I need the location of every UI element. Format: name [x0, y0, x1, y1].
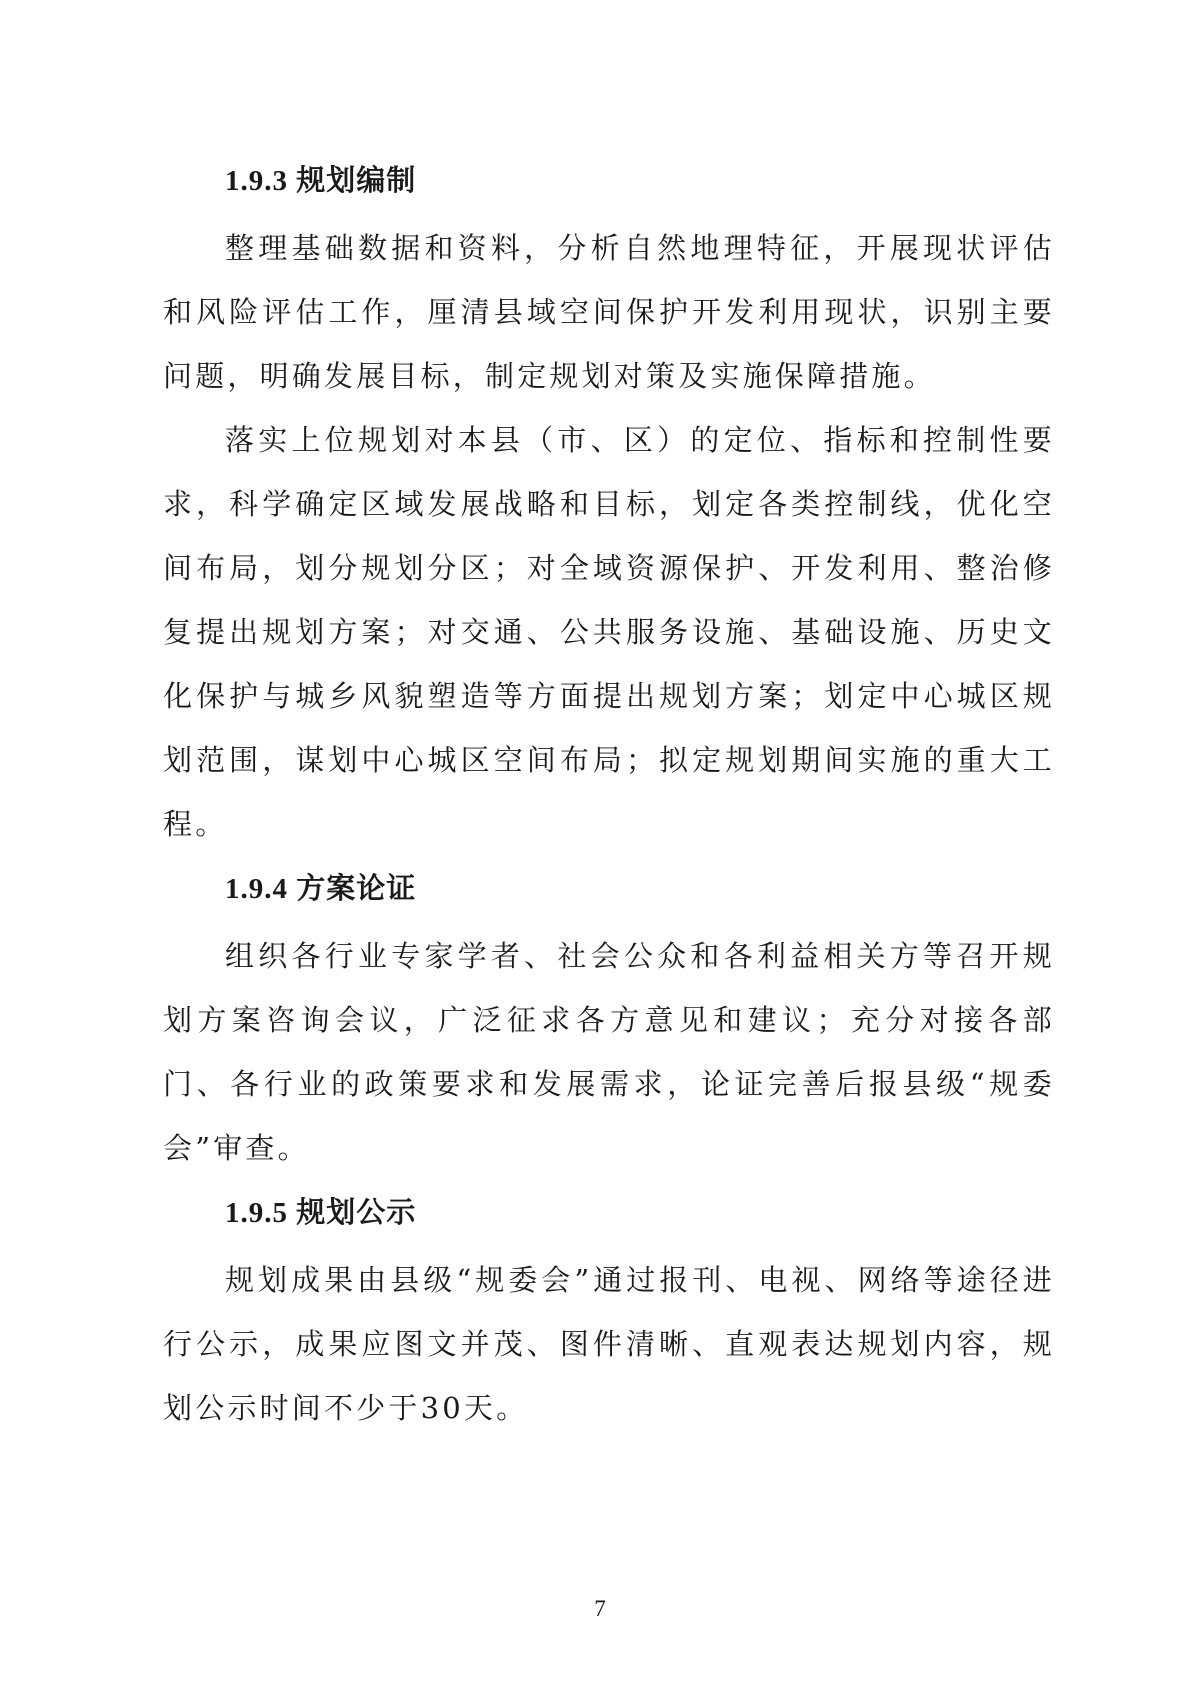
section-1-9-4-paragraph-1: 组织各行业专家学者、社会公众和各利益相关方等召开规划方案咨询会议，广泛征求各方意见和建议；充分对接各部门、各行业的政策要求和发展需求，论证完善后报县级“规委会”审查。	[163, 939, 1055, 1165]
section-heading-1-9-5: 1.9.5 规划公示	[225, 1197, 417, 1229]
page-content	[163, 152, 1055, 1440]
section-heading-1-9-4: 1.9.4 方案论证	[225, 873, 417, 905]
section-1-9-3-paragraph-2: 落实上位规划对本县（市、区）的定位、指标和控制性要求，科学确定区域发展战略和目标，划定各类控制线，优化空间布局，划分规划分区；对全域资源保护、开发利用、整治修复提出规划方案；对交通、公共服务设施、基础设施、历史文化保护与城乡风貌塑造等方面提出规划方案；划定中心城区规划范围，谋划中心城区空间布局；拟定规划期间实施的重大工程。	[163, 423, 1055, 841]
section-1-9-3-paragraph-1: 整理基础数据和资料，分析自然地理特征，开展现状评估和风险评估工作，厘清县域空间保护开发利用现状，识别主要问题，明确发展目标，制定规划对策及实施保障措施。	[163, 231, 1055, 393]
section-1-9-5-paragraph-1: 规划成果由县级“规委会”通过报刊、电视、网络等途径进行公示，成果应图文并茂、图件清晰、直观表达规划内容，规划公示时间不少于30天。	[163, 1263, 1055, 1425]
section-heading-1-9-3: 1.9.3 规划编制	[225, 165, 417, 197]
page-number: 7	[594, 1596, 606, 1621]
